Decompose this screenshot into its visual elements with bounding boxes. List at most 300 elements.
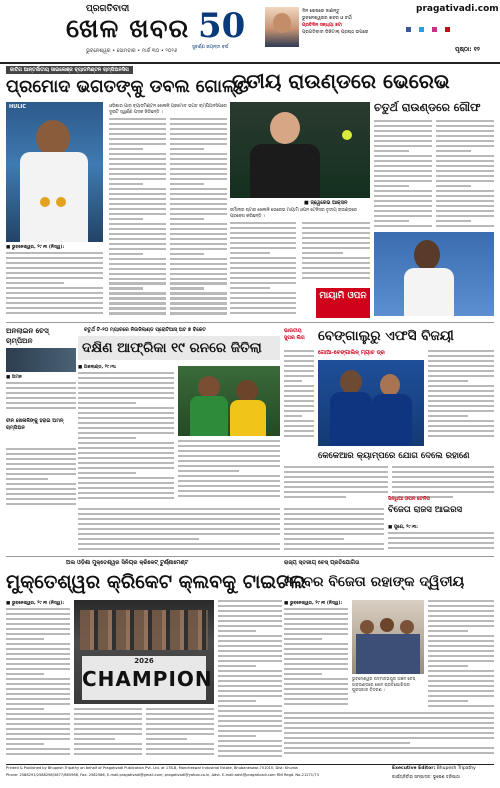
story-second-head: କେକେଆର କ୍ୟାମ୍ପରେ ଯୋଗ ଦେଲେ ରହାଣେ: [318, 451, 470, 461]
body-text-line: [170, 158, 227, 160]
body-text-line: [284, 425, 314, 427]
body-text-line: [436, 150, 471, 152]
body-text-line: [428, 685, 494, 687]
story-body: [6, 382, 76, 416]
body-text-line: [109, 213, 166, 215]
body-text-line: [170, 228, 227, 230]
body-text-line: [6, 392, 76, 394]
body-text-line: [302, 257, 370, 259]
body-text-line: [146, 733, 214, 735]
story-body: [178, 440, 280, 502]
body-text-line: [284, 633, 348, 635]
story-body: [146, 708, 214, 760]
body-text-line: [436, 225, 494, 227]
story-dateline: ■ ଭୁବନେଶ୍ୱର, ୨୯।୩ (ନିସ୍ୱ):: [6, 245, 65, 250]
body-text-line: [6, 733, 70, 735]
body-text-line: [78, 467, 174, 469]
body-text-line: [428, 680, 494, 682]
body-text-line: [218, 755, 282, 757]
story-lead-para: ଓଡ଼ିଶାର ପାରା ବ୍ୟାଡମିଣ୍ଟନ ଖେଳାଳି ପ୍ରମୋଦ ଭଗତ ଚାମ୍ପିଅନସିପରେ ଦୁଇଟି ସ୍ୱର୍ଣ୍ଣ ପଦକ ଜିତିଛନ୍ତି ।: [109, 104, 227, 115]
body-text-line: [109, 307, 166, 309]
body-text-line: [284, 732, 494, 734]
body-text-line: [6, 407, 76, 409]
body-text-line: [436, 120, 494, 122]
story-chess-aman: [6, 326, 76, 446]
body-text-line: [428, 415, 468, 417]
body-text-line: [436, 205, 494, 207]
body-text-line: [230, 312, 296, 314]
body-text-line: [302, 247, 370, 249]
body-text-line: [109, 183, 143, 185]
body-text-line: [109, 258, 166, 260]
body-text-line: [178, 480, 280, 482]
story-body: [284, 608, 348, 710]
champion-banner: [82, 656, 213, 700]
body-text-line: [109, 143, 166, 145]
body-text-line: [302, 227, 370, 229]
body-text-line: [302, 272, 370, 274]
body-text-line: [218, 740, 282, 742]
body-text-line: [284, 355, 314, 357]
body-text-line: [6, 683, 70, 685]
body-text-line: [170, 282, 227, 284]
body-text-line: [428, 625, 494, 627]
body-text-line: [218, 750, 282, 752]
medal-icon: [40, 197, 50, 207]
story-body: [302, 222, 370, 284]
story-pramod: [6, 66, 251, 320]
body-text-line: [6, 753, 70, 755]
body-text-line: [6, 658, 70, 660]
body-text-line: [109, 193, 166, 195]
body-text-line: [218, 680, 282, 682]
story-body: [74, 708, 142, 760]
body-text-line: [284, 466, 388, 468]
body-text-line: [436, 130, 494, 132]
body-text-line: [436, 170, 494, 172]
body-text-line: [230, 262, 296, 264]
body-text-line: [230, 272, 296, 274]
story-headline: ନଟବର ବିଜେତା ରହାଙ୍କ ଦ୍ୱିତୀୟ: [284, 574, 465, 590]
story-kicker: ରାଜ୍ୟ ସ୍ତରୀୟ ଚେସ୍ ପ୍ରତିଯୋଗିତା: [284, 560, 360, 566]
body-text-line: [428, 385, 494, 387]
body-text-line: [374, 180, 432, 182]
body-text-line: [170, 198, 227, 200]
body-text-line: [78, 457, 174, 459]
body-text-line: [284, 628, 348, 630]
body-text-line: [109, 238, 166, 240]
body-text-line: [170, 128, 227, 130]
story-subhead: ଚୀନ ଖେଳାଳିଙ୍କୁ ହରାଇ ଅମନ୍ ଚାମ୍ପିଅନ: [6, 418, 64, 431]
story-kicker: ଅଲ ଓଡ଼ିଶା ମୁକ୍ତେଶ୍ୱର ସିନିୟର କ୍ରିକେଟ୍ ଟୁର୍ଣ୍ଣାମେଣ୍ଟ: [66, 560, 189, 566]
body-text-line: [218, 735, 256, 737]
body-text-line: [74, 708, 142, 710]
story-body: [6, 608, 70, 760]
body-text-line: [428, 670, 494, 672]
body-text-line: [170, 183, 204, 185]
body-text-line: [146, 713, 214, 715]
tennis-ball-icon: [342, 130, 352, 140]
body-text-line: [302, 222, 370, 224]
body-text-line: [6, 643, 70, 645]
body-text-line: [284, 420, 314, 422]
body-text-line: [392, 471, 494, 473]
body-text-line: [218, 710, 282, 712]
body-text-line: [6, 718, 70, 720]
body-text-line: [284, 737, 494, 739]
banner-year: 2026: [134, 657, 154, 665]
body-text-line: [284, 385, 314, 387]
body-text-line: [74, 713, 142, 715]
youtube-icon[interactable]: [445, 27, 450, 32]
body-text-line: [284, 435, 314, 437]
body-text-line: [109, 273, 166, 275]
side-kicker: ଭାରତୀୟ ସୁପର ଲିଗ: [284, 328, 305, 341]
story-body: [6, 448, 76, 508]
cricket-celebration-photo: [178, 366, 280, 436]
body-text-line: [78, 538, 199, 540]
body-text-line: [109, 118, 166, 120]
footer-contact: Phone: 2588291/2588298/3877/665966, Fax: 2582586, E-mail:pragativadi@gmail.com; pragativadi@yahoo.co.in, Advt. E-mail:advt@pragativadi.com RNI Regd. No-21271/73: [6, 773, 319, 777]
body-text-line: [230, 227, 296, 229]
body-text-line: [284, 698, 348, 700]
body-text-line: [374, 210, 432, 212]
anniversary-logo: [192, 6, 246, 50]
body-text-line: [218, 700, 256, 702]
body-text-line: [6, 663, 70, 665]
body-text-line: [78, 482, 174, 484]
editor-credit-odia: କାର୍ଯ୍ୟନିର୍ବାହୀ ସମ୍ପାଦକ: ଭୂପେଶ ତ୍ରିପାଠୀ: [392, 774, 460, 779]
body-text-line: [109, 278, 166, 280]
body-text-line: [284, 648, 348, 650]
body-text-line: [78, 447, 174, 449]
body-text-line: [374, 145, 432, 147]
body-text-line: [230, 292, 296, 294]
body-text-line: [218, 725, 282, 727]
body-text-line: [428, 700, 468, 702]
footer-imprint: Printed & Published by Bhupesh Tripathy on behalf of Pragativadi Publication Pvt. Ltd. at 178-B, Mancheswar Industrial Estate, Bhubaneswar-751010, Dist: Khurda: [6, 766, 298, 770]
gauff-photo: [374, 232, 494, 316]
body-text-line: [6, 473, 76, 475]
body-text-line: [230, 277, 296, 279]
promo-portrait: [265, 7, 299, 47]
body-text-line: [170, 133, 227, 135]
facebook-icon[interactable]: [406, 27, 411, 32]
body-text-line: [109, 128, 166, 130]
body-text-line: [284, 375, 314, 377]
body-text-line: [302, 242, 370, 244]
body-text-line: [170, 138, 227, 140]
body-text-line: [74, 718, 142, 720]
story-body: [428, 350, 494, 444]
chess-prize-photo: [352, 600, 424, 674]
sponsor-logo: HULIC: [9, 104, 26, 110]
body-text-line: [284, 703, 348, 705]
body-text-line: [6, 708, 44, 710]
body-text-line: [374, 165, 432, 167]
body-text-line: [170, 268, 227, 270]
body-text-line: [6, 693, 70, 695]
body-text-line: [374, 140, 432, 142]
body-text-line: [284, 653, 348, 655]
body-text-line: [6, 262, 103, 264]
body-text-line: [109, 178, 166, 180]
body-text-line: [170, 238, 227, 240]
promo-line: ଭୁବନେଶ୍ୱରର ଖବର ଓ ଚର୍ଚ୍ଚା: [302, 16, 353, 21]
site-url[interactable]: pragativadi.com: [416, 4, 499, 14]
footer-divider: [6, 764, 494, 765]
medal-icon: [56, 197, 66, 207]
body-text-line: [6, 728, 70, 730]
body-text-line: [428, 370, 494, 372]
body-text-line: [218, 715, 282, 717]
body-text-line: [78, 462, 174, 464]
body-text-line: [78, 442, 174, 444]
body-text-line: [428, 695, 494, 697]
body-text-line: [78, 432, 174, 434]
body-text-line: [428, 630, 468, 632]
body-text-line: [230, 232, 296, 234]
body-text-line: [109, 223, 166, 225]
story-headline: ଚତୁର୍ଥ ରାଉଣ୍ଡରେ ଗୌଫ: [374, 101, 481, 114]
body-text-line: [6, 738, 70, 740]
body-text-line: [218, 720, 282, 722]
body-text-line: [74, 733, 142, 735]
photo-caption: ଭୁବନେଶ୍ୱର ପଦ୍ମନାଭପୁର ଅଞ୍ଚଳ ଚେସ୍ ଗ୍ରାଉଣ୍ଡରେ ଖେଳ ପ୍ରତିଯୋଗିତାର ପୁରସ୍କାର ବିତରଣ ।: [352, 676, 416, 692]
body-text-line: [388, 532, 494, 534]
body-text-line: [374, 185, 409, 187]
zverev-photo: [230, 102, 370, 198]
body-text-line: [78, 518, 280, 520]
body-text-line: [218, 685, 282, 687]
body-text-line: [109, 153, 166, 155]
body-text-line: [230, 282, 296, 284]
body-text-line: [284, 658, 348, 660]
body-text-line: [392, 486, 494, 488]
body-text-line: [218, 705, 282, 707]
body-text-line: [428, 375, 494, 377]
story-body: [284, 508, 384, 554]
body-text-line: [428, 425, 494, 427]
body-text-line: [74, 748, 142, 750]
body-text-line: [78, 533, 280, 535]
masthead-divider: [0, 62, 500, 64]
story-body: [436, 120, 494, 230]
body-text-line: [436, 140, 494, 142]
body-text-line: [436, 210, 494, 212]
body-text-line: [284, 476, 388, 478]
body-text-line: [6, 267, 103, 269]
body-text-line: [230, 287, 270, 289]
body-text-line: [436, 195, 494, 197]
body-text-line: [284, 400, 314, 402]
body-text-line: [374, 170, 432, 172]
body-text-line: [230, 237, 296, 239]
body-text-line: [6, 748, 70, 750]
body-text-line: [74, 728, 142, 730]
body-text-line: [374, 130, 432, 132]
body-text-line: [6, 302, 103, 304]
body-text-line: [436, 215, 494, 217]
instagram-icon[interactable]: [432, 27, 437, 32]
story-body: [388, 532, 494, 554]
body-text-line: [428, 660, 494, 662]
body-text-line: [284, 673, 322, 675]
body-text-line: [302, 267, 370, 269]
story-headline: ଦକ୍ଷିଣ ଆଫ୍ରିକା ୧୯ ରନରେ ଜିତିଲା: [78, 336, 280, 360]
body-text-line: [170, 118, 227, 120]
photo-caption: ■ ଜ୍ୱେରେଭ ଆକ୍ସନ: [304, 200, 348, 206]
body-text-line: [6, 287, 103, 289]
page-label: ପୃଷ୍ଠା: ୧୨: [455, 46, 480, 53]
body-text-line: [74, 723, 142, 725]
body-text-line: [374, 225, 432, 227]
body-text-line: [78, 427, 174, 429]
body-text-line: [6, 397, 76, 399]
twitter-icon[interactable]: [419, 27, 424, 32]
body-text-line: [284, 608, 348, 610]
body-text-line: [284, 618, 348, 620]
body-text-line: [284, 643, 348, 645]
body-text-line: [392, 491, 494, 493]
body-text-line: [388, 547, 494, 549]
body-text-line: [428, 600, 494, 602]
body-text-line: [428, 665, 468, 667]
body-text-line: [6, 307, 103, 309]
body-text-line: [178, 440, 280, 442]
body-text-line: [109, 248, 166, 250]
body-text-line: [6, 312, 103, 314]
body-text-line: [6, 387, 76, 389]
social-icons: [406, 17, 494, 23]
body-text-line: [302, 277, 370, 279]
body-text-line: [284, 508, 384, 510]
body-text-line: [6, 648, 70, 650]
body-text-line: [230, 222, 296, 224]
body-text-line: [109, 312, 166, 314]
body-text-line: [170, 223, 227, 225]
body-text-line: [436, 180, 494, 182]
body-text-line: [178, 470, 239, 472]
body-text-line: [109, 228, 166, 230]
body-text-line: [6, 453, 76, 455]
body-text-line: [109, 268, 166, 270]
body-text-line: [374, 150, 409, 152]
body-text-line: [78, 412, 174, 414]
body-text-line: [218, 660, 282, 662]
body-text-line: [74, 743, 142, 745]
footer: [6, 766, 494, 786]
body-text-line: [109, 138, 166, 140]
body-text-line: [428, 705, 494, 707]
body-text-line: [284, 623, 348, 625]
body-text-line: [146, 728, 214, 730]
body-text-line: [6, 297, 103, 299]
body-text-line: [109, 253, 143, 255]
story-body: [78, 372, 174, 502]
body-text-line: [284, 481, 388, 483]
story-headline: ବିଜେତା ରାଜସ ଆଇରସ: [388, 505, 463, 515]
body-text-line: [170, 312, 227, 314]
body-text-line: [109, 158, 166, 160]
body-text-line: [428, 690, 494, 692]
body-text-line: [146, 753, 214, 755]
body-text-line: [78, 382, 174, 384]
editor-label: Executive Editor:: [392, 766, 436, 771]
body-text-line: [284, 668, 348, 670]
body-text-line: [6, 257, 103, 259]
body-text-line: [218, 620, 282, 622]
body-text-line: [6, 282, 64, 284]
body-text-line: [6, 618, 70, 620]
body-text-line: [178, 490, 280, 492]
anniversary-text: ସୁବର୍ଣ୍ଣ ଜୟନ୍ତୀ ବର୍ଷ: [192, 45, 229, 50]
body-text-line: [284, 415, 302, 417]
body-text-line: [170, 287, 204, 289]
body-text-line: [392, 476, 494, 478]
body-text-line: [78, 422, 174, 424]
body-text-line: [392, 481, 494, 483]
story-natabar: [284, 560, 494, 762]
body-text-line: [6, 382, 76, 384]
photo-caption: ■ ଅମନ: [6, 375, 22, 380]
body-text-line: [374, 160, 432, 162]
body-text-line: [109, 233, 166, 235]
body-text-line: [218, 670, 282, 672]
body-text-line: [388, 537, 494, 539]
body-text-line: [170, 258, 227, 260]
body-text-line: [436, 175, 494, 177]
body-text-line: [170, 273, 227, 275]
body-text-line: [178, 495, 280, 497]
body-text-line: [218, 665, 256, 667]
body-text-line: [436, 165, 494, 167]
story-sub-kicker: ଗୋଆ-ବେଙ୍ଗାଲିନ୍ ମ୍ୟାଚ ଡ୍ର: [318, 350, 385, 356]
body-text-line: [230, 252, 270, 254]
body-text-line: [284, 370, 314, 372]
body-text-line: [284, 727, 494, 729]
body-text-line: [230, 247, 296, 249]
body-text-line: [6, 743, 44, 745]
body-text-line: [170, 153, 227, 155]
story-body: [109, 118, 166, 318]
body-text-line: [109, 292, 166, 294]
body-text-line: [428, 400, 494, 402]
body-text-line: [6, 678, 70, 680]
football-photo: [318, 360, 424, 446]
body-text-line: [436, 145, 494, 147]
body-text-line: [284, 486, 388, 488]
story-dateline: ■ ପୁଣେ, ୨୯।୩:: [388, 525, 418, 530]
body-text-line: [436, 190, 494, 192]
body-text-line: [284, 360, 314, 362]
body-text-line: [436, 135, 494, 137]
body-text-line: [428, 655, 494, 657]
body-text-line: [78, 477, 174, 479]
body-text-line: [284, 528, 384, 530]
body-text-line: [109, 133, 166, 135]
body-text-line: [6, 653, 70, 655]
body-text-line: [109, 208, 166, 210]
story-headline: ମୁକ୍ତେଶ୍ୱର କ୍ରିକେଟ କ୍ଲବକୁ ଟାଇଟଲ: [6, 571, 306, 593]
body-text-line: [170, 243, 227, 245]
body-text-line: [78, 437, 136, 439]
body-text-line: [218, 610, 282, 612]
body-text-line: [302, 232, 370, 234]
body-text-line: [428, 640, 494, 642]
body-text-line: [302, 237, 370, 239]
body-text-line: [6, 402, 76, 404]
